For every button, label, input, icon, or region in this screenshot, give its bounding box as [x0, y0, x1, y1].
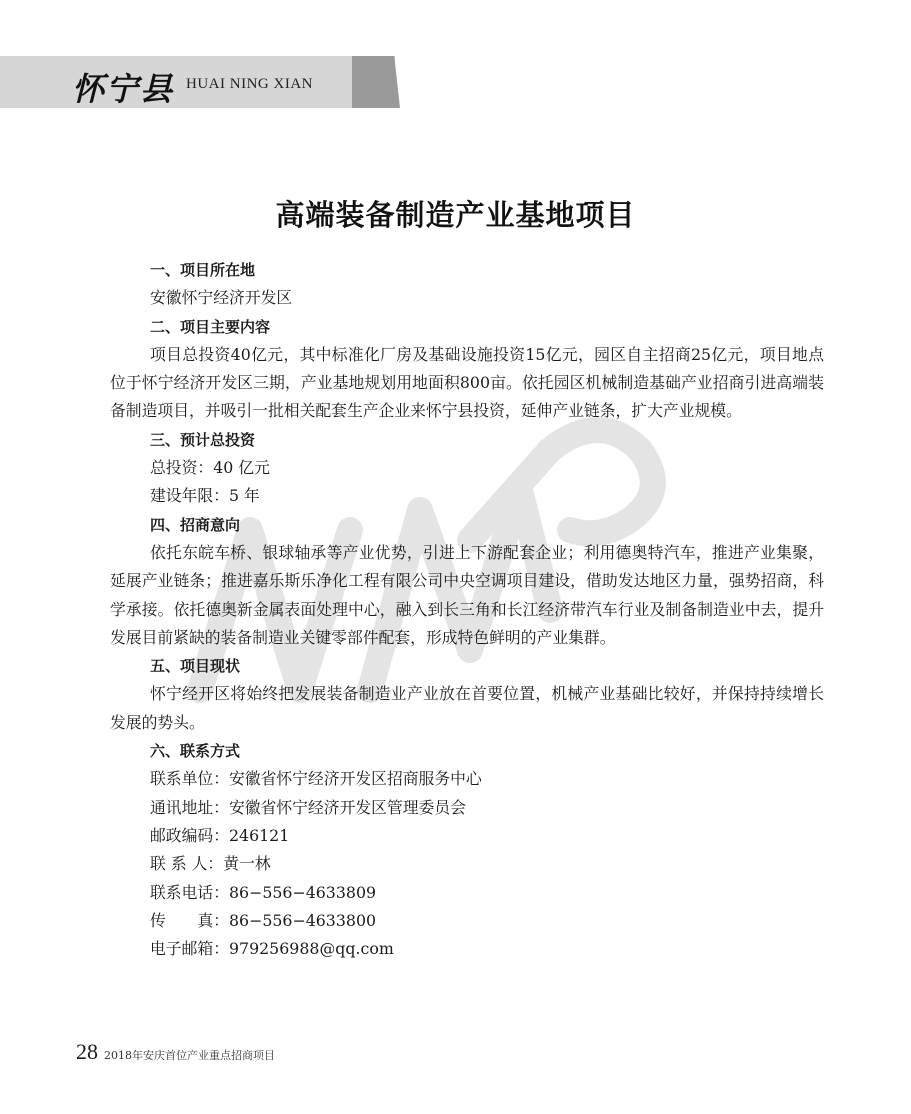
page-footer	[76, 1039, 275, 1065]
section-heading-intent: 四、招商意向	[150, 515, 241, 534]
contact-email: 电子邮箱：979256988@qq.com	[150, 939, 394, 959]
section-heading-investment: 三、预计总投资	[150, 430, 256, 449]
contact-address: 通讯地址：安徽省怀宁经济开发区管理委员会	[150, 797, 466, 817]
header-tab	[352, 56, 400, 108]
intent-paragraph: 依托东皖车桥、银球轴承等产业优势，引进上下游配套企业；利用德奥特汽车，推进产业集聚，延展产业链条；推进嘉乐斯乐净化工程有限公司中央空调项目建设，借助发达地区力量，强势招商，科学承接。依托德奥新金属表面处理中心，融入到长三角和长江经济带汽车行业及制备制造业中去，提升发展目前紧缺的装备制造业关键零部件配套，形成特色鲜明的产业集群。	[110, 542, 824, 647]
page-number: 28	[76, 1039, 98, 1064]
brand-english: HUAI NING XIAN	[186, 76, 313, 92]
contact-unit: 联系单位：安徽省怀宁经济开发区招商服务中心	[150, 769, 482, 789]
page-title: 高端装备制造产业基地项目	[275, 198, 636, 232]
brand-chinese: 怀宁县	[72, 70, 175, 108]
contact-fax: 传 真：86−556−4633800	[150, 910, 377, 930]
contact-postcode: 邮政编码：246121	[150, 825, 290, 845]
section-heading-content: 二、项目主要内容	[150, 317, 271, 336]
contact-phone: 联系电话：86−556−4633809	[150, 882, 377, 902]
total-investment: 总投资：40 亿元	[150, 458, 270, 478]
construction-period: 建设年限：5 年	[150, 486, 260, 506]
section-heading-location: 一、项目所在地	[150, 261, 256, 279]
status-paragraph: 怀宁经开区将始终把发展装备制造业产业放在首要位置，机械产业基础比较好，并保持持续增长发展的势头。	[110, 684, 824, 732]
section-heading-status: 五、项目现状	[150, 657, 241, 676]
document-body	[110, 256, 824, 963]
content-paragraph: 项目总投资40亿元，其中标准化厂房及基础设施投资15亿元，园区自主招商25亿元，项目地点位于怀宁经济开发区三期，产业基地规划用地面积800亩。依托园区机械制造基础产业招商引进高端装备制造项目，并吸引一批相关配套生产企业来怀宁县投资，延伸产业链条，扩大产业规模。	[110, 344, 824, 421]
contact-person: 联 系 人：黄一林	[150, 854, 271, 874]
section-heading-contact: 六、联系方式	[150, 742, 241, 761]
location-text: 安徽怀宁经济开发区	[150, 288, 293, 308]
footer-text: 2018年安庆首位产业重点招商项目	[104, 1049, 275, 1062]
